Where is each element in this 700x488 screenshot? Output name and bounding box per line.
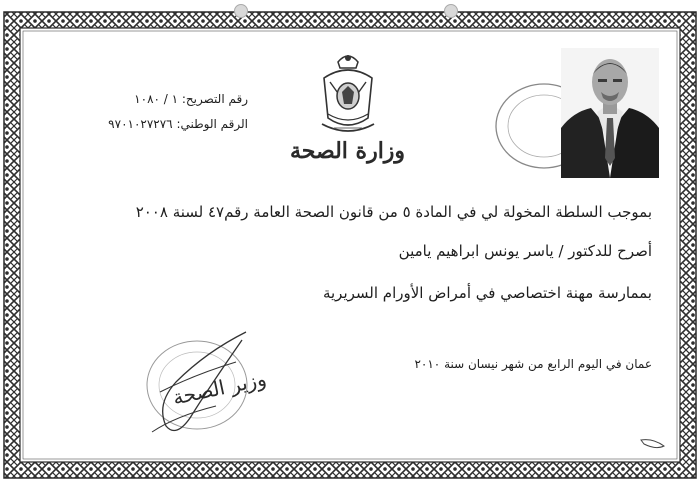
corner-mark-icon [638,434,668,452]
jordan-coat-of-arms-icon [316,48,380,140]
license-number: رقم التصريح: ١ / ١٠٨٠ [134,92,248,106]
issue-date: عمان في اليوم الرابع من شهر نيسان سنة ٢٠١٠ [414,357,652,371]
national-id: الرقم الوطني: ٩٧٠١٠٢٧٢٧٦ [108,117,248,131]
portrait-photo [561,48,659,178]
specialty-line: بممارسة مهنة اختصاصي في أمراض الأورام السريرية [322,284,652,302]
authority-clause: بموجب السلطة المخولة لي في المادة ٥ من قانون الصحة العامة رقم٤٧ لسنة ٢٠٠٨ [135,203,652,221]
punch-hole-right [444,4,458,18]
ministry-title: وزارة الصحة [290,138,406,164]
minister-signature-title: وزير الصحة [170,366,269,410]
punch-hole-left [234,4,248,18]
doctor-name-line: أصرح للدكتور / ياسر يونس ابراهيم يامين [398,242,652,260]
